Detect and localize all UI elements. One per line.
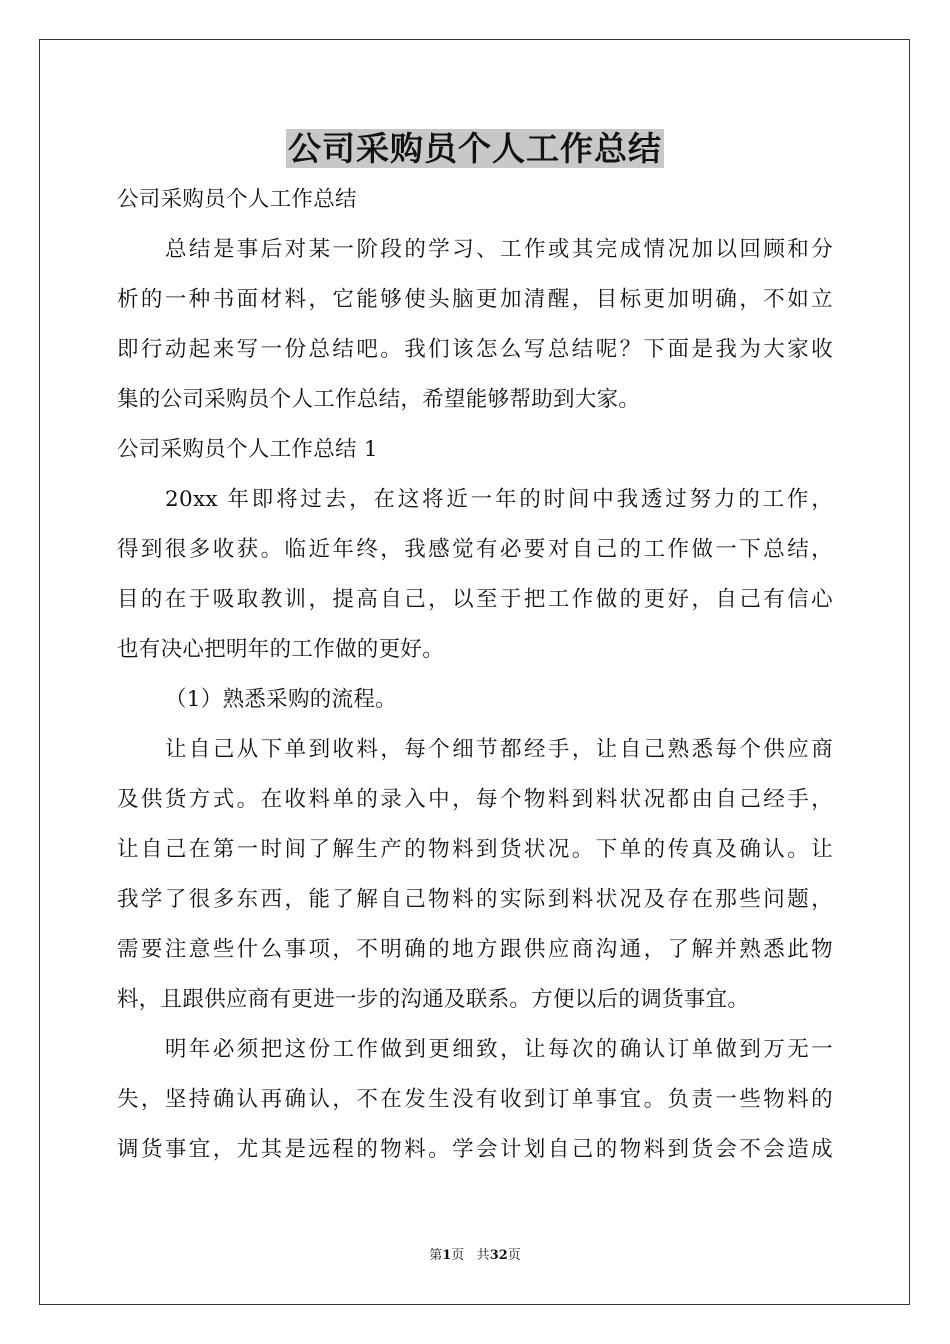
body-line: 20xx 年即将过去，在这将近一年的时间中我透过努力的工作， xyxy=(165,487,833,512)
document-title-text: 公司采购员个人工作总结 xyxy=(288,129,662,168)
body-line: 得到很多收获。临近年终，我感觉有必要对自己的工作做一下总结， xyxy=(117,537,833,562)
body-line: 让自己在第一时间了解生产的物料到货状况。下单的传真及确认。让 xyxy=(117,837,833,862)
body-line: 调货事宜，尤其是远程的物料。学会计划自己的物料到货会不会造成 xyxy=(117,1137,833,1162)
body-line: 集的公司采购员个人工作总结，希望能够帮助到大家。 xyxy=(117,387,641,412)
total-suffix: 页 xyxy=(507,1248,521,1263)
total-pages: 32 xyxy=(489,1248,508,1263)
body-line: 我学了很多东西，能了解自己物料的实际到料状况及存在那些问题， xyxy=(117,887,833,912)
total-prefix: 共 xyxy=(476,1248,490,1263)
body-line: 失，坚持确认再确认，不在发生没有收到订单事宜。负责一些物料的 xyxy=(117,1087,833,1112)
body-line: 总结是事后对某一阶段的学习、工作或其完成情况加以回顾和分 xyxy=(165,237,833,262)
page-border xyxy=(39,39,910,1305)
page-number: 1 xyxy=(442,1248,452,1263)
body-line: 也有决心把明年的工作做的更好。 xyxy=(117,637,445,662)
body-line: 需要注意些什么事项，不明确的地方跟供应商沟通，了解并熟悉此物 xyxy=(117,937,833,962)
body-line: 目的在于吸取教训，提高自己，以至于把工作做的更好，自己有信心 xyxy=(117,587,833,612)
body-line: 让自己从下单到收料，每个细节都经手，让自己熟悉每个供应商 xyxy=(165,737,833,762)
page-prefix: 第 xyxy=(429,1248,443,1263)
page-footer xyxy=(0,1247,950,1265)
list-item-heading: （1）熟悉采购的流程。 xyxy=(165,687,397,712)
page-suffix: 页 xyxy=(451,1248,465,1263)
document-title xyxy=(0,124,950,174)
body-line: 即行动起来写一份总结吧。我们该怎么写总结呢？下面是我为大家收 xyxy=(117,337,833,362)
body-line: 明年必须把这份工作做到更细致，让每次的确认订单做到万无一 xyxy=(165,1037,833,1062)
body-line: 料，且跟供应商有更进一步的沟通及联系。方便以后的调货事宜。 xyxy=(117,987,750,1012)
body-line: 析的一种书面材料，它能够使头脑更加清醒，目标更加明确，不如立 xyxy=(117,287,833,312)
subtitle-line: 公司采购员个人工作总结 xyxy=(117,187,357,212)
section-heading: 公司采购员个人工作总结 1 xyxy=(117,437,378,462)
body-line: 及供货方式。在收料单的录入中，每个物料到料状况都由自己经手， xyxy=(117,787,833,812)
